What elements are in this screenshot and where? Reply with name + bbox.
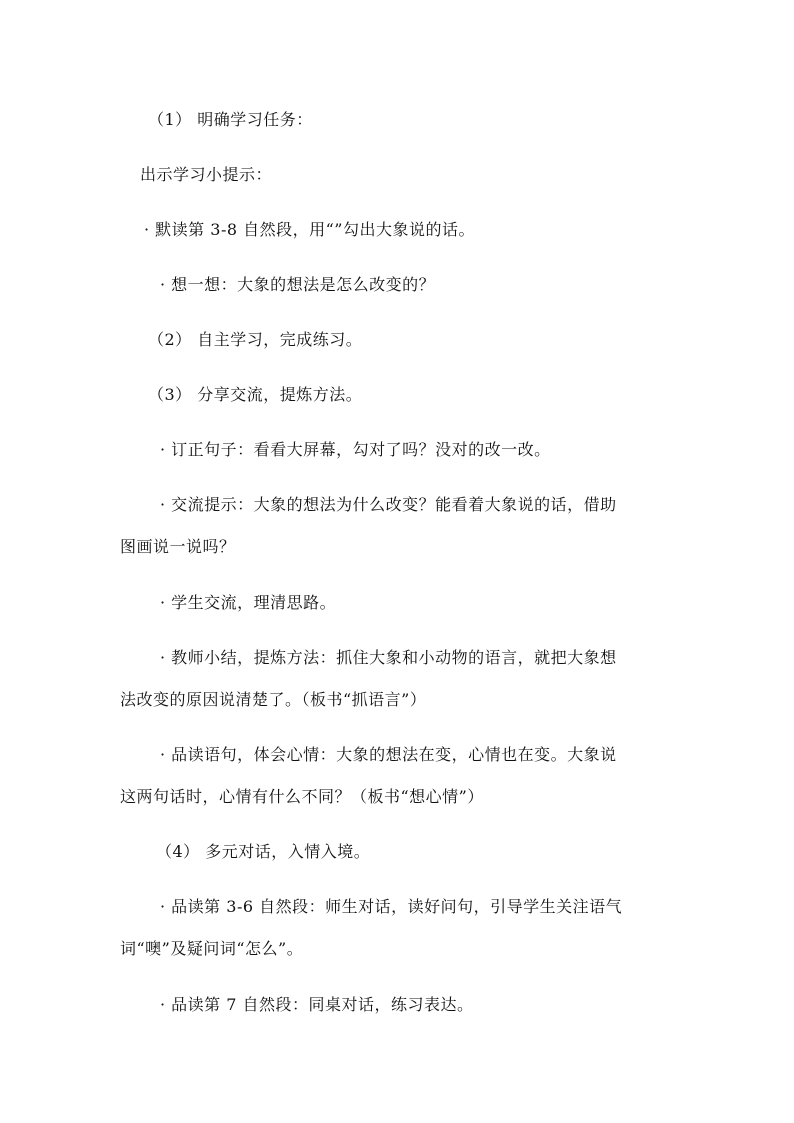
step-3-heading: （3） 分享交流，提炼方法。: [148, 385, 363, 404]
read-paragraphs-3-6-line-1: · 品读第 3-6 自然段：师生对话，读好问句，引导学生关注语气: [160, 897, 623, 916]
read-paragraphs-3-6-line-2: 词“噢”及疑问词“怎么”。: [120, 939, 304, 958]
tips-heading: 出示学习小提示：: [140, 165, 273, 184]
tip-think: · 想一想：大象的想法是怎么改变的？: [160, 275, 436, 294]
step-1-heading: （1） 明确学习任务：: [148, 110, 313, 129]
discussion-prompt-line-2: 图画说一说吗？: [120, 537, 236, 556]
tip-read-paragraphs: · 默读第 3-8 自然段，用“”勾出大象说的话。: [144, 220, 475, 239]
savor-sentences-line-1: · 品读语句，体会心情：大象的想法在变，心情也在变。大象说: [160, 745, 617, 764]
student-discussion: · 学生交流，理清思路。: [160, 593, 337, 612]
read-paragraph-7: · 品读第 7 自然段：同桌对话，练习表达。: [160, 995, 474, 1014]
step-2-heading: （2） 自主学习，完成练习。: [148, 330, 363, 349]
teacher-summary-line-2: 法改变的原因说清楚了。（板书“抓语言”）: [120, 690, 427, 709]
correct-sentences: · 订正句子：看看大屏幕，勾对了吗？没对的改一改。: [160, 440, 551, 459]
discussion-prompt-line-1: · 交流提示：大象的想法为什么改变？能看着大象说的话，借助: [160, 495, 617, 514]
step-4-heading: （4） 多元对话，入情入境。: [156, 842, 371, 861]
savor-sentences-line-2: 这两句话时，心情有什么不同？（板书“想心情”）: [120, 787, 484, 806]
teacher-summary-line-1: · 教师小结，提炼方法：抓住大象和小动物的语言，就把大象想: [160, 648, 617, 667]
